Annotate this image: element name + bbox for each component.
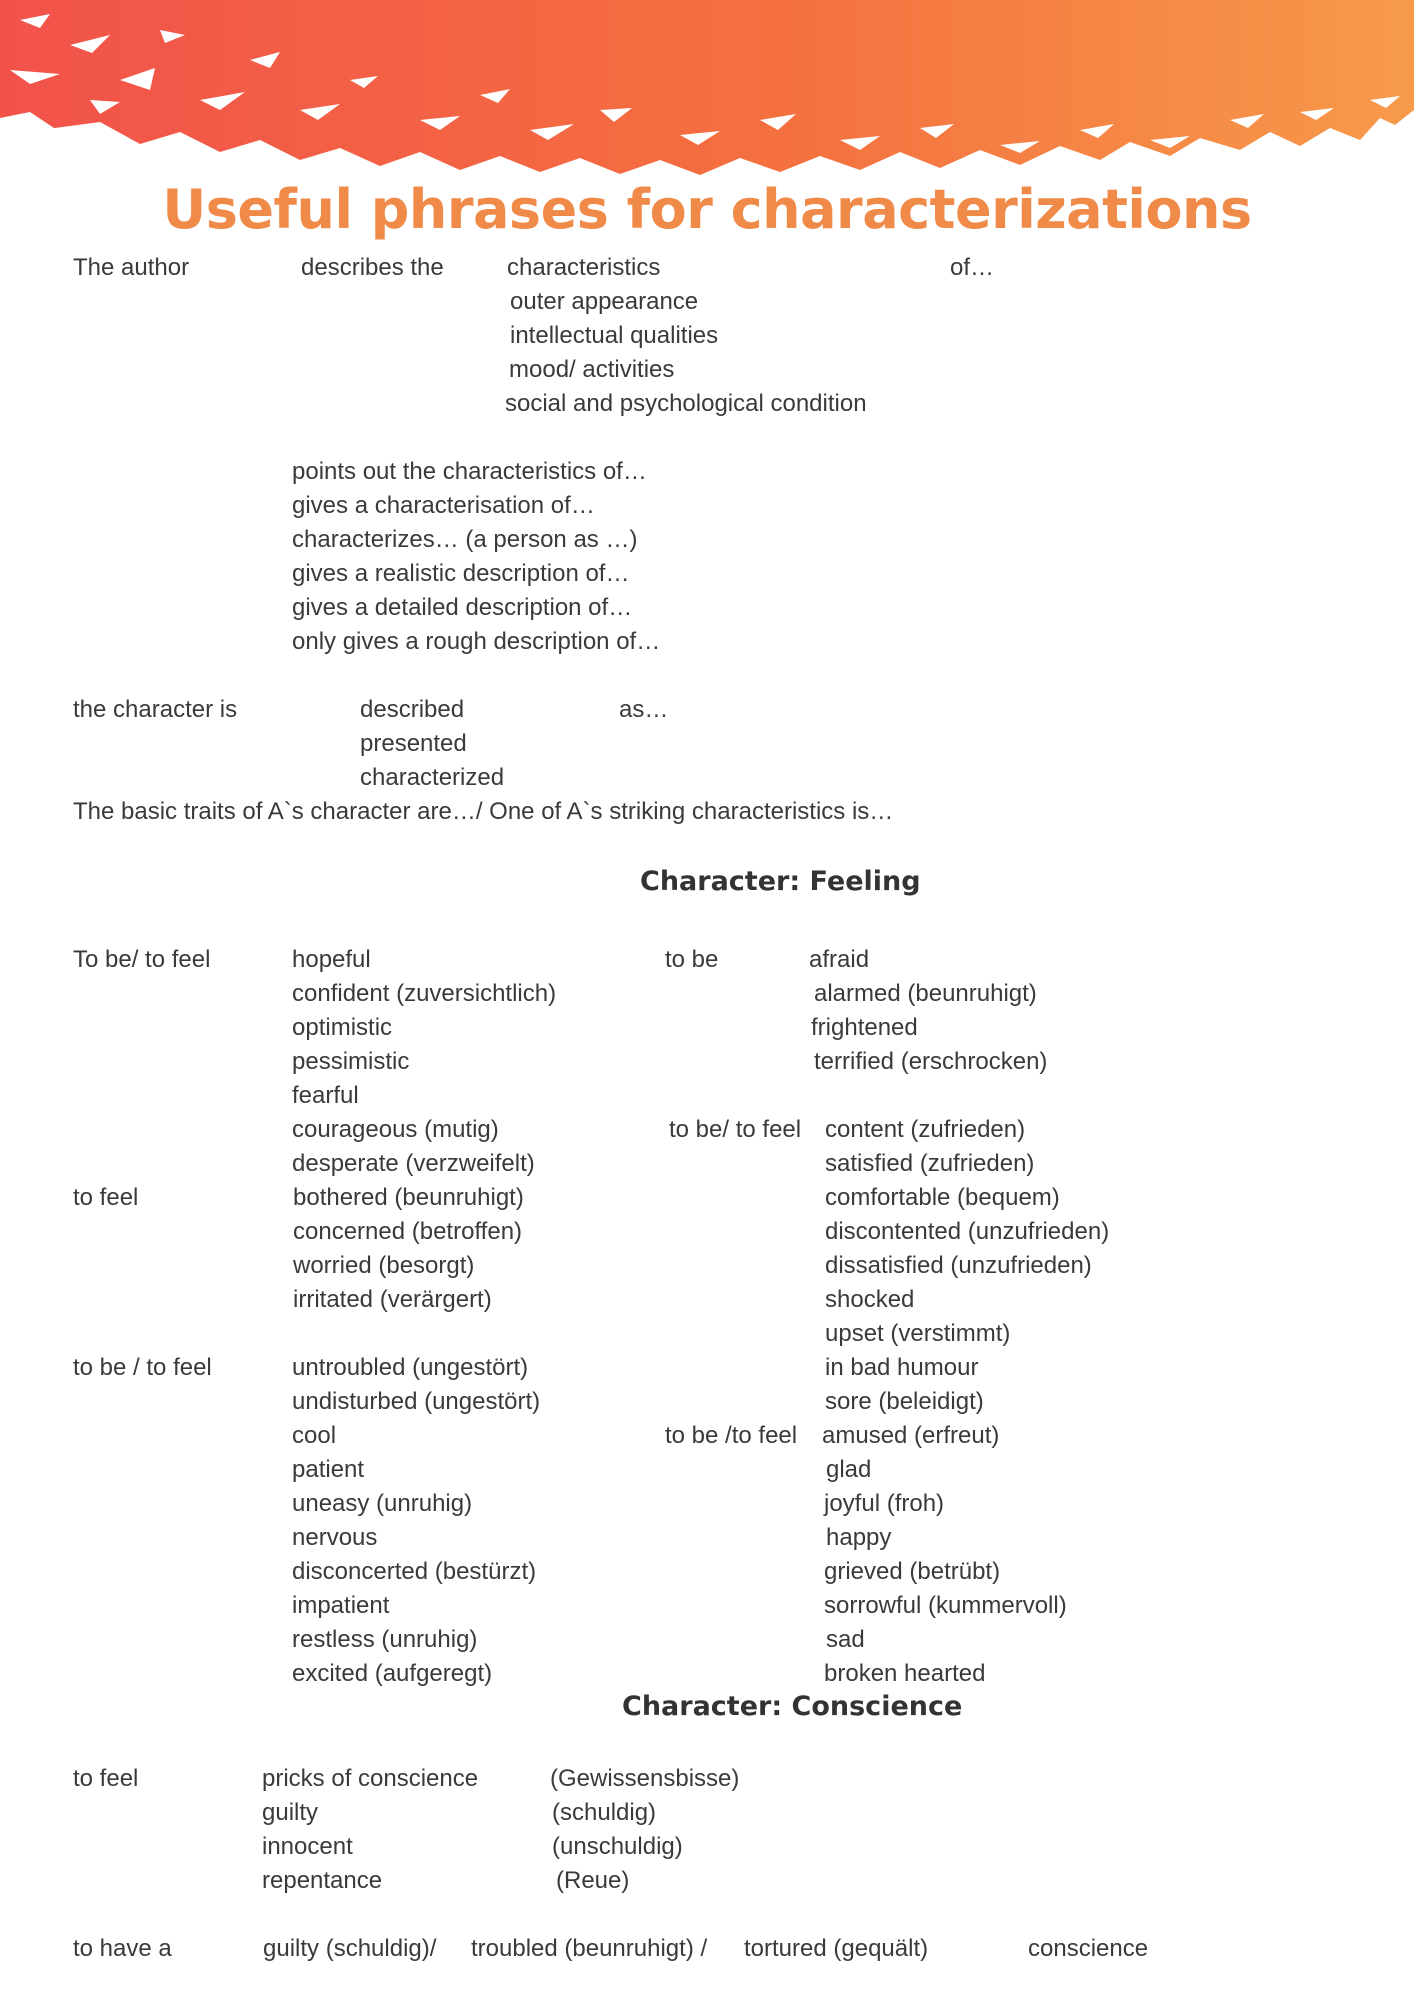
list-item: sore (beleidigt) [825,1388,984,1415]
list-item: discontented (unzufrieden) [825,1218,1110,1245]
feeling-heading: Character: Feeling [640,866,921,897]
list-item: optimistic [292,1014,393,1041]
list-item: joyful (froh) [824,1490,945,1517]
list-item: worried (besorgt) [293,1252,475,1279]
list-item: presented [360,730,467,757]
author-label: The author [73,254,190,281]
list-item: content (zufrieden) [825,1116,1026,1143]
term-list [262,1762,478,1898]
list-item: patient [292,1456,365,1483]
list-item: concerned (betroffen) [293,1218,523,1245]
list-item: sad [826,1626,865,1653]
group-label: To be/ to feel [73,946,211,973]
as-label: as… [619,696,669,723]
list-item: nervous [292,1524,378,1551]
list-item: outer appearance [510,288,699,315]
list-item: untroubled (ungestört) [292,1354,529,1381]
word-list [293,1181,524,1317]
list-item: satisfied (zufrieden) [825,1150,1035,1177]
adjective: guilty (schuldig)/ [263,1935,437,1962]
page-title: Useful phrases for characterizations [162,178,1252,241]
list-item: uneasy (unruhig) [292,1490,473,1517]
list-item: characterized [360,764,505,791]
character-is-label: the character is [73,696,238,723]
word-list [292,943,556,1181]
traits-sentence: The basic traits of A`s character are…/ One of A`s striking characteristics is… [73,798,894,825]
group-label: to be / to feel [73,1354,212,1381]
list-item: points out the characteristics of… [292,458,647,485]
list-item: irritated (verärgert) [293,1286,492,1313]
list-item: repentance [262,1867,383,1894]
feel-label: to feel [73,1765,139,1792]
list-item: restless (unruhig) [292,1626,478,1653]
group-label: to be /to feel [665,1422,798,1449]
list-item: comfortable (bequem) [825,1184,1060,1211]
list-item: (Gewissensbisse) [550,1765,740,1792]
list-item: afraid [809,946,870,973]
list-item: excited (aufgeregt) [292,1660,493,1687]
conscience-heading: Character: Conscience [622,1691,963,1722]
list-item: cool [292,1422,337,1449]
list-item: gives a characterisation of… [292,492,595,519]
list-item: characteristics [507,254,661,281]
describes-label: describes the [301,254,444,281]
have-label: to have a [73,1935,172,1962]
list-item: gives a realistic description of… [292,560,630,587]
list-item: broken hearted [824,1660,986,1687]
list-item: social and psychological condition [505,390,867,417]
of-label: of… [950,254,995,281]
list-item: disconcerted (bestürzt) [292,1558,537,1585]
list-item: gives a detailed description of… [292,594,633,621]
list-item: dissatisfied (unzufrieden) [825,1252,1092,1279]
list-item: undisturbed (ungestört) [292,1388,541,1415]
list-item: described [360,696,465,723]
translation-list [550,1762,739,1898]
list-item: frightened [811,1014,918,1041]
list-item: characterizes… (a person as …) [292,526,638,553]
list-item: shocked [825,1286,915,1313]
list-item: amused (erfreut) [822,1422,1000,1449]
list-item: glad [826,1456,872,1483]
list-item: (schuldig) [552,1799,657,1826]
list-item: terrified (erschrocken) [814,1048,1048,1075]
list-item: hopeful [292,946,371,973]
list-item: courageous (mutig) [292,1116,499,1143]
list-item: fearful [292,1082,359,1109]
list-item: desperate (verzweifelt) [292,1150,535,1177]
list-item: in bad humour [825,1354,979,1381]
conscience-noun: conscience [1028,1935,1149,1962]
adjective: tortured (gequält) [744,1935,929,1962]
list-item: sorrowful (kummervoll) [824,1592,1067,1619]
group-label: to feel [73,1184,139,1211]
word-list [809,943,1047,1079]
group-label: to be/ to feel [669,1116,802,1143]
list-item: impatient [292,1592,390,1619]
list-item: happy [826,1524,892,1551]
word-list [822,1419,1067,1691]
list-item: intellectual qualities [510,322,719,349]
list-item: guilty [262,1799,319,1826]
adjective: troubled (beunruhigt) / [471,1935,708,1962]
list-item: pricks of conscience [262,1765,479,1792]
verbs-list [292,455,660,659]
list-item: (unschuldig) [552,1833,683,1860]
list-item: only gives a rough description of… [292,628,661,655]
list-item: confident (zuversichtlich) [292,980,557,1007]
group-label: to be [665,946,719,973]
list-item: (Reue) [556,1867,630,1894]
list-item: upset (verstimmt) [825,1320,1011,1347]
aspects-list [507,251,867,421]
decorative-banner [0,0,1414,190]
list-item: mood/ activities [509,356,675,383]
list-item: innocent [262,1833,353,1860]
list-item: bothered (beunruhigt) [293,1184,524,1211]
list-item: alarmed (beunruhigt) [814,980,1037,1007]
participles-list [360,693,504,795]
list-item: pessimistic [292,1048,410,1075]
list-item: grieved (betrübt) [824,1558,1001,1585]
word-list [292,1351,540,1691]
word-list [825,1113,1109,1419]
